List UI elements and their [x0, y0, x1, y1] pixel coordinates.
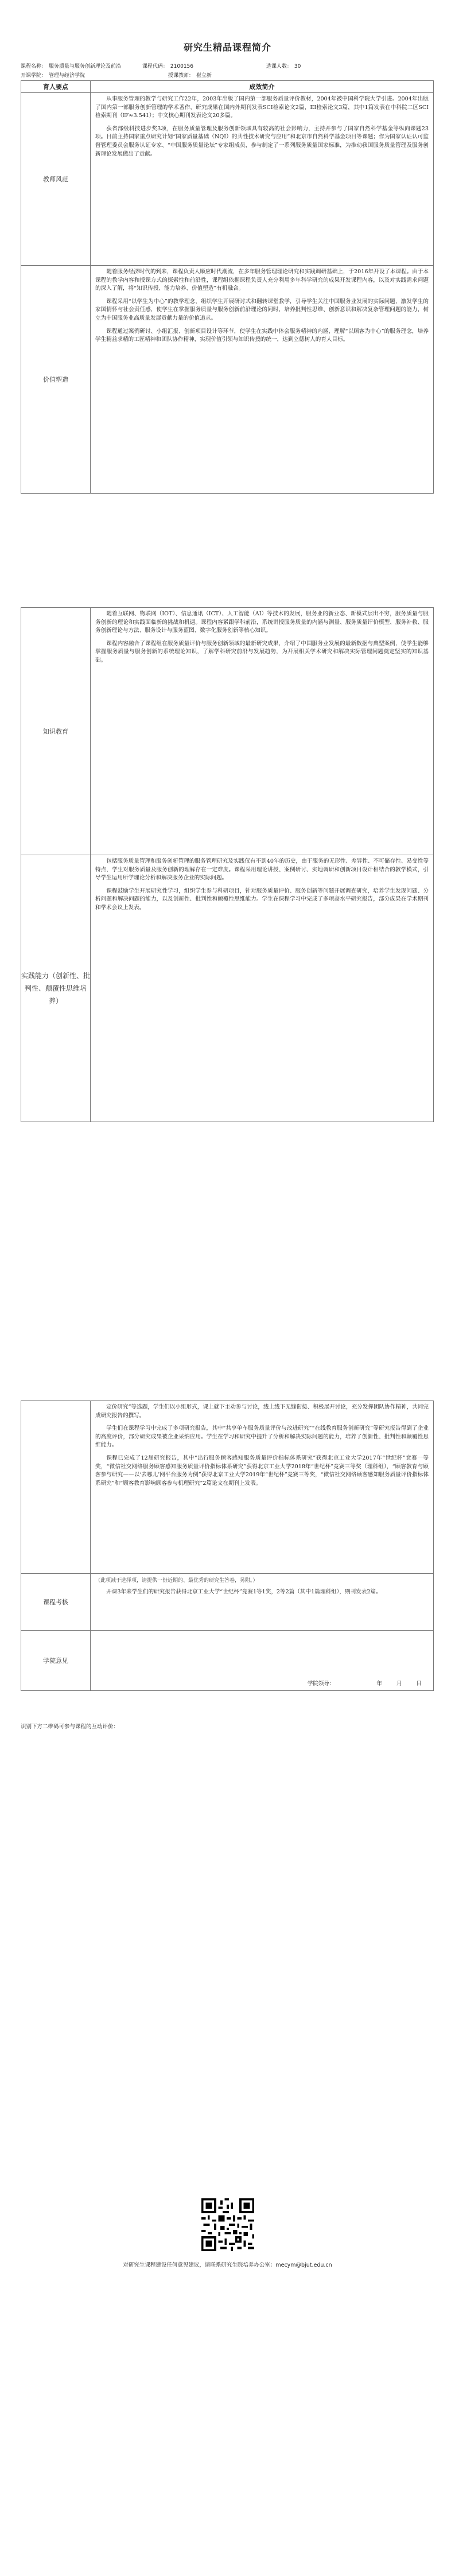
table-row: [21, 1574, 434, 1631]
para: 获省部级科技进步奖3项，在服务质量管理及服务创新领域具有较高的社会影响力，主持并参与了国家自然科学基金等纵向课题23项。目前主持国家重点研究计划“国家质量基础（NQI）的共性技术研究与应用”和北京市自然科学基金项目等课题；作为国家认证认可监督管理委员会服务认证专家、“中国服务质量论坛”专家组成员，参与制定了一系列服务质量国家标准，为推动我国服务质量管理及服务创新理论发展做出了贡献。: [95, 125, 429, 157]
course-code: 2100156: [170, 64, 194, 69]
para: 课程采用“以学生为中心”的教学理念，组织学生开展研讨式和翻转课堂教学，引导学生关注中国服务业发展的实际问题，激发学生的家国情怀与社会责任感，使学生在掌握服务质量与服务创新前沿理论的同时，培养批判性思维、创新意识和解决复杂管理问题的能力，树立为中国服务业高质量发展贡献力量的价值追求。: [95, 298, 429, 321]
row-content-continued: [91, 1401, 434, 1574]
row-content-opinion: [91, 1631, 434, 1691]
assessment-text: 开课3年来学生们的研究报告获得北京工业大学“世纪杯”竞赛1等1奖，2等2篇（其中1篇理科组），期刊发表2篇。: [106, 1589, 382, 1595]
row-content-value: [91, 266, 434, 494]
row-label-continued: [21, 1401, 91, 1574]
para: 定价研究”等选题，学生们以小组形式，课上就下主动参与讨论，线上线下无缝衔接、积极展开讨论，充分发挥团队协作精神，共同完成研究报告的撰写。: [95, 1404, 429, 1419]
row-label-knowledge: 知识教育: [21, 608, 91, 855]
row-content-teacher: [91, 93, 434, 266]
para: 随着互联网、物联网（IOT）、信息通讯（ICT）、人工智能（AI）等技术的发展，服务业的新业态、新模式层出不穷，服务质量与服务创新的理论和实践面临新的挑战和机遇。课程内容紧跟学科前沿，系统讲授服务质量的内涵与测量、服务质量评价模型、服务补救、服务创新理论与方法、服务设计与服务蓝图、数字化服务创新等核心知识。: [95, 611, 429, 634]
para: 课程已完成了12届研究报告，其中“出行服务顾客感知服务质量评价指标体系研究”获得北京工业大学2017年“世纪杯”竞赛一等奖，“微信社交网络服务顾客感知服务质量评价指标体系研究”获得北京工业大学2018年“世纪杯”竞赛三等奖（理科组），“顾客教育与顾客参与研究——以‘去哪儿’网平台服务为例”获得北京工业大学2019年“世纪杯”竞赛三等奖，“微信社交网络顾客感知服务质量评价指标体系研究”和“顾客教育影响顾客参与机理研究”2篇论文在期刊上发表。: [95, 1454, 429, 1487]
row-content-practice: [91, 855, 434, 1122]
row-content-assessment: [91, 1574, 434, 1631]
enroll-count: 30: [294, 64, 301, 69]
course-code-label: 课程代码：: [142, 64, 168, 69]
college-label: 开课学院：: [21, 73, 47, 79]
contact-note: 对研究生课程建设任何意见建议，请联系研究生院培养办公室：mecym@bjut.edu.cn: [123, 2262, 332, 2268]
teacher: 崔立新: [196, 73, 212, 79]
enroll-label: 选课人数：: [266, 64, 292, 69]
para: 课程鼓励学生开展研究性学习，组织学生参与科研项目，针对服务质量评价、服务创新等问题开展调查研究，培养学生发现问题、分析问题和解决问题的能力，以及创新性、批判性和颠覆性思维能力。学生在课程学习中完成了多项高水平研究报告，部分成果在学术期刊和学术会议上发表。: [95, 887, 429, 911]
meta-row-2: [21, 71, 434, 79]
sign-label: 学院领导：: [307, 1681, 335, 1687]
meta-row-1: [21, 62, 434, 69]
row-label-value: 价值塑造: [21, 266, 91, 494]
table-header-row: [21, 81, 434, 93]
table-row: [21, 1401, 434, 1574]
page-title: 研究生精品课程简介: [183, 42, 271, 53]
table-row: [21, 608, 434, 855]
qr-instruction: 识别下方二维码可参与课程的互动评价：: [21, 1724, 119, 1730]
col-header-points: 育人要点: [21, 81, 91, 93]
assessment-note: （此项减于选择项，请提供一份近期的、最优秀的研究生答卷，另附。）: [95, 1578, 258, 1584]
college: 管理与经济学院: [49, 73, 85, 79]
row-label-opinion: 学院意见: [21, 1631, 91, 1691]
row-content-knowledge: [91, 608, 434, 855]
sign-month: 月: [396, 1681, 402, 1687]
para: 从事服务管理的教学与研究工作22年，2003年出版了国内第一部服务质量评价教材，2004年被中国科学院大学引进。2004年出版了国内第一部服务创新管理的学术著作，研究成果在国内外期刊发表SCI检索论文2篇，EI检索论文3篇，其中1篇发表在中科院二区SCI检索期刊（IF≈3.541）；中文核心期刊发表论文20多篇。: [95, 96, 429, 119]
para: 包括服务质量管理和服务创新管理的服务管理研究及实践仅有不到40年的历史，由于服务的无形性、差异性、不可储存性、易变性等特点，学生对服务质量及服务创新的理解存在一定难度。课程采用理论讲授、案例研讨、实地调研和创新项目设计相结合的教学模式，引导学生运用所学理论分析和解决服务企业的实际问题。: [95, 858, 429, 882]
course-name-label: 课程名称：: [21, 64, 47, 69]
row-label-teacher: 教师风范: [21, 93, 91, 266]
para: 课程通过案例研讨、小组汇报、创新项目设计等环节，使学生在实践中体会服务精神的内涵，理解“以顾客为中心”的服务理念，培养学生精益求精的工匠精神和团队协作精神，实现价值引领与知识传授的统一，达到立德树人的育人目标。: [95, 328, 429, 343]
table-row: [21, 855, 434, 1122]
row-label-assessment: 课程考核: [21, 1574, 91, 1631]
course-name: 服务质量与服务创新理论及前沿: [49, 64, 122, 69]
table-row: [21, 266, 434, 494]
para: 随着服务经济时代的到来，课程负责人顺应时代潮流，在多年服务管理理论研究和实践调研基础上，于2016年开设了本课程。由于本课程的教学内容和授课方式的探索性和前沿性，课程组依据课程负责人充分利用多年科学研究的成果开发课程内容，以及对实践需求问题的深入了解，将“知识传授、能力培养、价值塑造”有机融合。: [95, 269, 429, 292]
table-row: [21, 1631, 434, 1691]
course-table-part2: [21, 607, 434, 1122]
sign-day: 日: [416, 1681, 422, 1687]
row-label-practice: 实践能力（创新性、批判性、颠覆性思维培养）: [21, 855, 91, 1122]
qr-code-icon[interactable]: [201, 2198, 254, 2251]
teacher-label: 授课教师：: [168, 73, 194, 79]
course-table-part3: [21, 1400, 434, 1691]
course-table-part1: [21, 80, 434, 494]
para: 课程内容融合了课程组在服务质量评价与服务创新领域的最新研究成果，介绍了中国服务业发展的最新数据与典型案例，使学生能够掌握服务质量与服务创新的系统理论知识，了解学科研究前沿与发展趋势，为开展相关学术研究和解决实际管理问题奠定坚实的知识基础。: [95, 640, 429, 664]
sign-year: 年: [376, 1681, 382, 1687]
para: 学生们在课程学习中完成了多项研究报告，其中“共享单车服务质量评价与改进研究”“在线教育服务创新研究”等研究报告得到了企业的高度评价，部分研究成果被企业采纳应用。学生在学习和研究中提升了分析和解决实际问题的能力，培养了创新性、批判性和颠覆性思维能力。: [95, 1425, 429, 1449]
table-row: [21, 93, 434, 266]
col-header-results: 成效简介: [91, 81, 434, 93]
signature-line: [308, 1679, 422, 1687]
